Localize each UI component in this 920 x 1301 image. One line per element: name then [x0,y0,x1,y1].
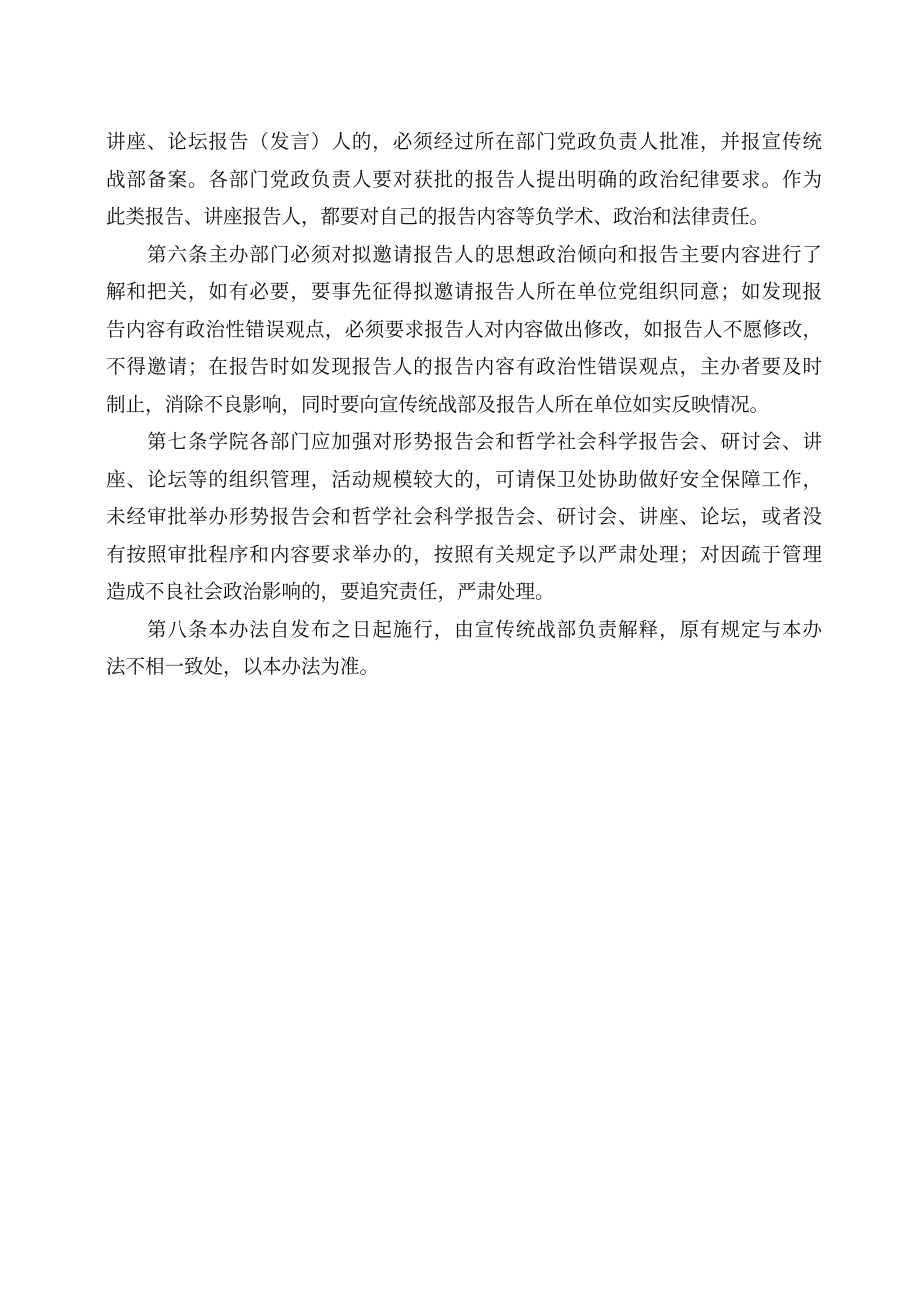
text-line: 解和把关，如有必要，要事先征得拟邀请报告人所在单位党组织同意；如发现报 [106,280,822,303]
paragraph-article-8 [106,611,822,686]
text-line: 战部备案。各部门党政负责人要对获批的报告人提出明确的政治纪律要求。作为 [106,167,822,191]
text-line: 法不相一致处，以本办法为准。 [106,655,380,678]
text-line: 第六条主办部门必须对拟邀请报告人的思想政治倾向和报告主要内容进行了 [147,242,822,266]
text-line: 造成不良社会政治影响的，要追究责任，严肃处理。 [106,580,555,603]
text-line: 有按照审批程序和内容要求举办的，按照有关规定予以严肃处理；对因疏于管理 [106,542,822,566]
text-line: 讲座、论坛报告（发言）人的，必须经过所在部门党政负责人批准，并报宣传统 [106,130,822,153]
document-body [106,123,822,686]
text-line: 未经审批举办形势报告会和哲学社会科学报告会、研讨会、讲座、论坛，或者没 [106,505,822,528]
paragraph-article-6 [106,236,822,424]
text-line: 此类报告、讲座报告人，都要对自己的报告内容等负学术、政治和法律责任。 [106,205,770,228]
text-line: 第七条学院各部门应加强对形势报告会和哲学社会科学报告会、研讨会、讲 [147,430,822,453]
text-line: 制止，消除不良影响，同时要向宣传统战部及报告人所在单位如实反映情况。 [106,392,770,416]
text-line: 第八条本办法自发布之日起施行，由宣传统战部负责解释，原有规定与本办 [147,617,822,641]
paragraph-article-7 [106,423,822,611]
text-line: 座、论坛等的组织管理，活动规模较大的，可请保卫处协助做好安全保障工作， [106,467,822,491]
text-line: 不得邀请；在报告时如发现报告人的报告内容有政治性错误观点，主办者要及时 [106,355,822,378]
paragraph-continuation [106,123,822,236]
text-line: 告内容有政治性错误观点，必须要求报告人对内容做出修改，如报告人不愿修改， [106,317,822,341]
